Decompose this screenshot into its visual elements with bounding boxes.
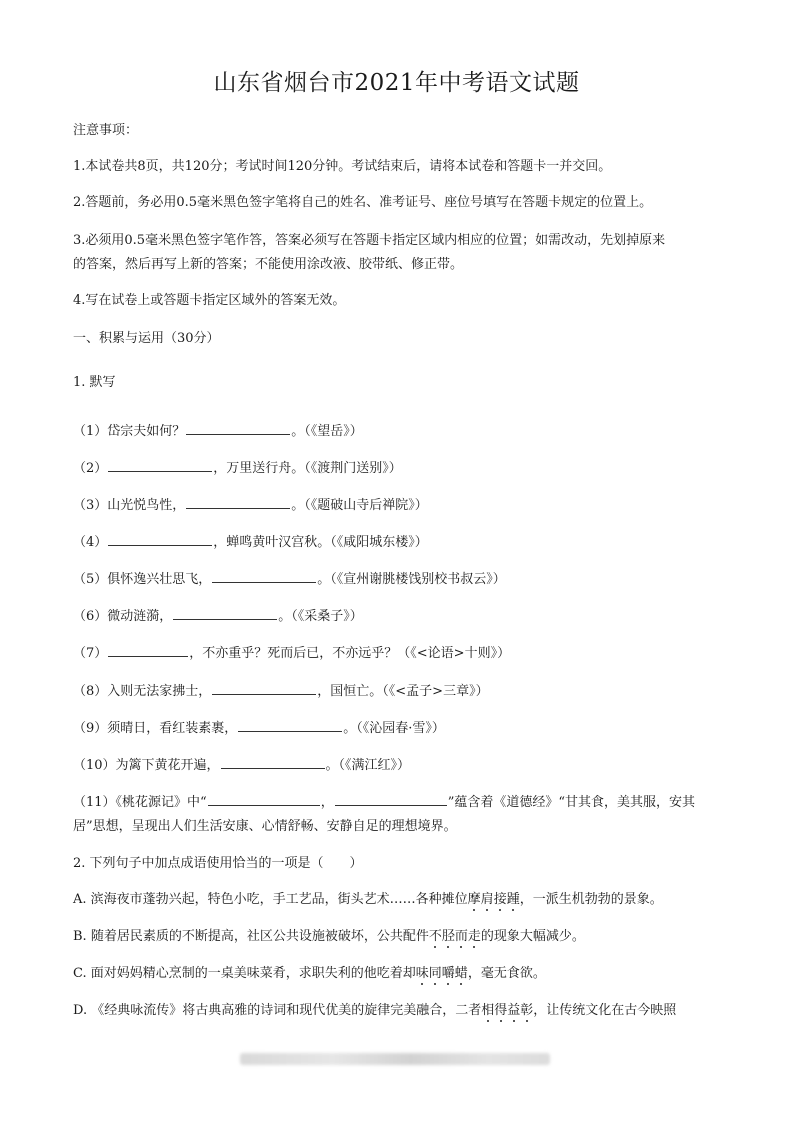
notice-item-2: 2.答题前，务必用0.5毫米黑色签字笔将自己的姓名、准考证号、座位号填写在答题卡规定的位置上。 [73, 195, 653, 210]
answer-blank[interactable] [186, 496, 290, 509]
notice-item-1: 1.本试卷共8页，共120分；考试时间120分钟。考试结束后，请将本试卷和答题卡一并交回。 [73, 159, 612, 174]
answer-blank[interactable] [212, 570, 316, 583]
question-2-heading: 2. 下列句子中加点成语使用恰当的一项是（ ） [73, 856, 363, 871]
q1-item-2: （2） ，万里送行舟。（《渡荆门送别》） [73, 461, 402, 476]
q1-item-4: （4） ，蝉鸣黄叶汉宫秋。（《咸阳城东楼》） [73, 535, 428, 550]
emphasis-char: 味 [415, 966, 429, 981]
emphasis-char: 益 [507, 1003, 521, 1018]
answer-blank[interactable] [212, 682, 316, 695]
emphasis-char: 走 [467, 929, 481, 944]
q1-item-7: （7） ，不亦重乎？死而后已，不亦远乎？（《<论语>十则》） [73, 646, 511, 661]
notice-heading: 注意事项： [73, 123, 139, 138]
emphasis-char: 摩 [467, 892, 481, 907]
answer-blank[interactable] [108, 533, 212, 546]
q2-option-a: A. 滨海夜市蓬勃兴起，特色小吃，手工艺品，街头艺术……各种摊位摩肩接踵，一派生机勃勃的景象。 [73, 892, 663, 907]
q1-item-1: （1）岱宗夫如何？ 。（《望岳》） [73, 424, 363, 439]
emphasis-char: 不 [428, 929, 442, 944]
q1-item-6: （6）微动涟漪， 。（《采桑子》） [73, 609, 363, 624]
answer-blank[interactable] [335, 793, 447, 806]
answer-blank[interactable] [108, 644, 188, 657]
answer-blank[interactable] [221, 756, 325, 769]
section-heading: 一、积累与运用（30分） [73, 331, 220, 346]
emphasis-char: 相 [481, 1003, 495, 1018]
emphasis-char: 同 [428, 966, 442, 981]
answer-blank[interactable] [173, 607, 277, 620]
q1-item-3: （3）山光悦鸟性， 。（《题破山寺后禅院》） [73, 498, 428, 513]
emphasis-char: 而 [454, 929, 468, 944]
q1-item-8: （8）入则无法家拂士， ，国恒亡。（《<孟子>三章》） [73, 684, 489, 699]
q2-option-c: C. 面对妈妈精心烹制的一桌美味菜肴，求职失利的他吃着却味同嚼蜡，毫无食欲。 [73, 966, 546, 981]
notice-item-3: 3.必须用0.5毫米黑色签字笔作答，答案必须写在答题卡指定区域内相应的位置；如需改动，先划掉原来 [73, 233, 666, 248]
blurred-footer-watermark [240, 1053, 550, 1065]
notice-item-3-cont: 的答案，然后再写上新的答案；不能使用涂改液、胶带纸、修正带。 [73, 257, 464, 272]
dotted-idiom [468, 892, 520, 907]
q1-item-11: （11）《桃花源记》中“ ， ”蕴含着《道德经》“甘其食，美其服，安其 [73, 795, 696, 810]
q1-item-5: （5）俱怀逸兴壮思飞， 。（《宣州谢朓楼饯别校书叔云》） [73, 572, 506, 587]
page-title: 山东省烟台市2021年中考语文试题 [213, 70, 580, 96]
q1-item-11-cont: 居”思想，呈现出人们生活安康、心情舒畅、安静自足的理想境界。 [73, 819, 457, 834]
q1-item-10: （10）为篱下黄花开遍， 。（《满江红》） [73, 758, 411, 773]
emphasis-char: 胫 [441, 929, 455, 944]
dotted-idiom [416, 966, 468, 981]
emphasis-char: 得 [494, 1003, 508, 1018]
emphasis-char: 嚼 [441, 966, 455, 981]
emphasis-char: 彰 [520, 1003, 534, 1018]
answer-blank[interactable] [238, 719, 342, 732]
question-1-heading: 1. 默写 [73, 375, 116, 390]
emphasis-char: 接 [493, 892, 507, 907]
dotted-idiom [481, 1003, 533, 1018]
answer-blank[interactable] [186, 422, 290, 435]
notice-item-4: 4.写在试卷上或答题卡指定区域外的答案无效。 [73, 293, 346, 308]
answer-blank[interactable] [108, 459, 212, 472]
emphasis-char: 踵 [506, 892, 520, 907]
q1-item-9: （9）须晴日，看红装素裹， 。（《沁园春·雪》） [73, 721, 445, 736]
q2-option-d: D. 《经典咏流传》将古典高雅的诗词和现代优美的旋律完美融合，二者相得益彰，让传统文化在古今映照 [73, 1003, 677, 1018]
emphasis-char: 肩 [480, 892, 494, 907]
emphasis-char: 蜡 [454, 966, 468, 981]
q2-option-b: B. 随着居民素质的不断提高，社区公共设施被破坏，公共配件不胫而走的现象大幅减少。 [73, 929, 585, 944]
answer-blank[interactable] [208, 793, 320, 806]
dotted-idiom [429, 929, 481, 944]
